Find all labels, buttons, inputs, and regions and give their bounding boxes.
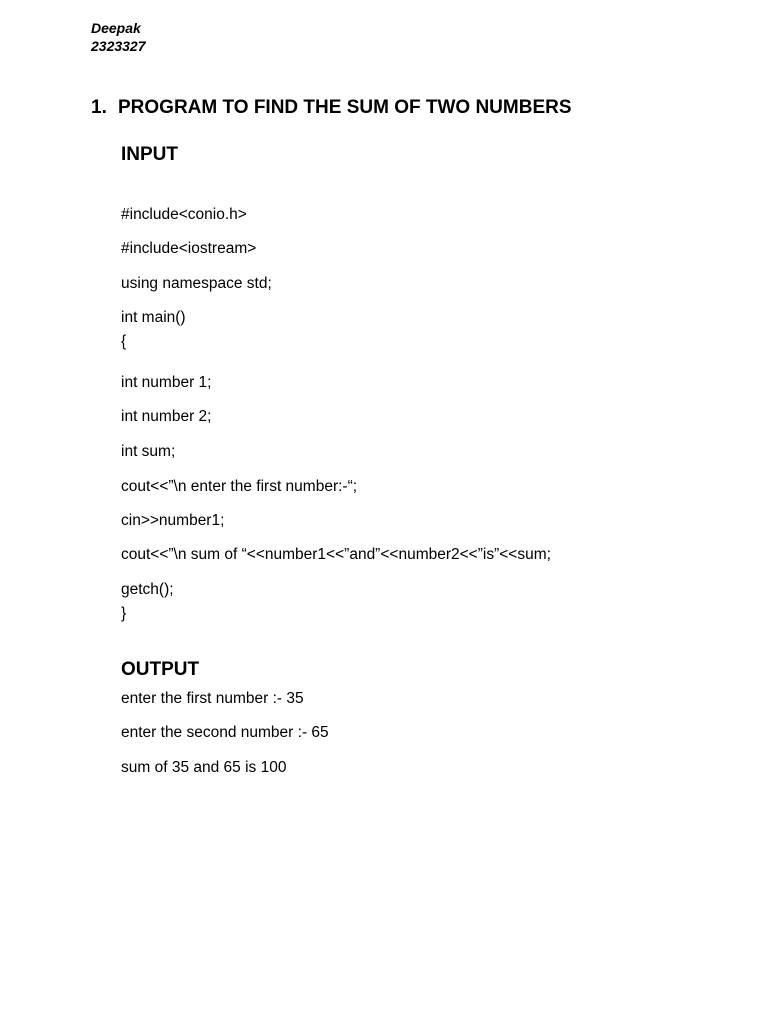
code-line: using namespace std;	[121, 275, 272, 292]
output-heading: OUTPUT	[121, 659, 200, 680]
code-line: cout<<”\n enter the first number:-“;	[121, 478, 358, 495]
code-line: int number 1;	[121, 374, 212, 391]
author-name: Deepak	[91, 20, 141, 36]
output-line: enter the second number :- 65	[121, 724, 329, 741]
code-line: #include<conio.h>	[121, 206, 247, 223]
code-line: #include<iostream>	[121, 240, 257, 257]
code-line: cin>>number1;	[121, 512, 225, 529]
code-line: int main()	[121, 309, 186, 326]
input-heading: INPUT	[121, 144, 178, 165]
program-title: PROGRAM TO FIND THE SUM OF TWO NUMBERS	[118, 97, 572, 118]
code-line: int sum;	[121, 443, 176, 460]
author-id: 2323327	[91, 38, 146, 54]
code-line: cout<<”\n sum of “<<number1<<”and”<<number2<<”is”<<sum;	[121, 546, 551, 563]
code-line: {	[121, 333, 127, 350]
program-heading	[91, 96, 572, 120]
output-line: enter the first number :- 35	[121, 690, 304, 707]
program-number: 1.	[91, 97, 107, 118]
output-line: sum of 35 and 65 is 100	[121, 759, 287, 776]
code-line: getch();	[121, 581, 174, 598]
code-line: }	[121, 605, 127, 622]
code-line: int number 2;	[121, 408, 212, 425]
